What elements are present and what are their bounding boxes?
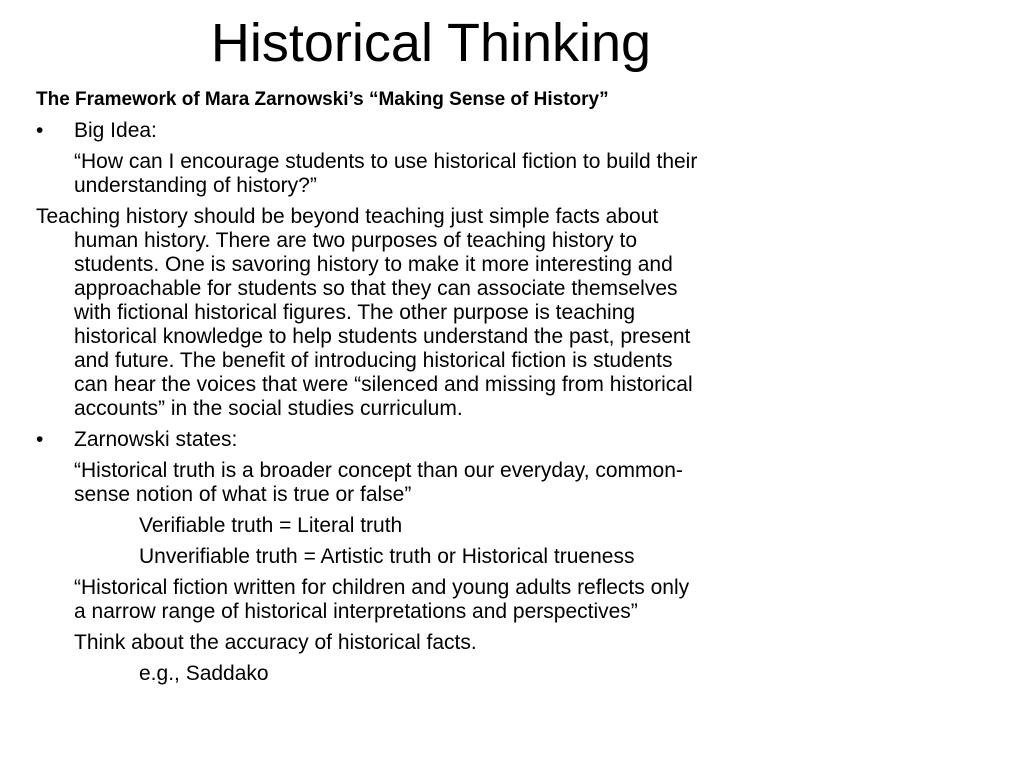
slide-subtitle: The Framework of Mara Zarnowski’s “Making Sense of History” — [36, 89, 609, 110]
quote-line: sense notion of what is true or false” — [74, 483, 412, 506]
bullet-icon: • — [36, 428, 44, 451]
big-idea-label: Big Idea: — [74, 119, 157, 142]
slide-title: Historical Thinking — [210, 13, 652, 73]
verifiable-truth: Verifiable truth = Literal truth — [139, 514, 403, 537]
paragraph-line: historical knowledge to help students understand the past, present — [74, 325, 691, 348]
big-idea-quote — [36, 150, 916, 198]
paragraph-line: Teaching history should be beyond teaching just simple facts about — [36, 205, 659, 228]
example-text: e.g., Saddako — [139, 662, 269, 685]
paragraph-line: students. One is savoring history to make it more interesting and — [74, 253, 673, 276]
paragraph-line: with fictional historical figures. The other purpose is teaching — [74, 301, 636, 324]
teaching-paragraph — [36, 205, 916, 421]
paragraph-line: accounts” in the social studies curriculum. — [74, 397, 463, 420]
bullet-big-idea — [36, 119, 916, 143]
bullet-icon: • — [36, 119, 44, 142]
quote-line: “Historical truth is a broader concept than our everyday, common- — [74, 459, 683, 482]
paragraph-line: approachable for students so that they can associate themselves — [74, 277, 678, 300]
paragraph-line: and future. The benefit of introducing historical fiction is students — [74, 349, 673, 372]
paragraph-line: human history. There are two purposes of teaching history to — [74, 229, 638, 252]
historical-truth-quote — [36, 459, 916, 507]
paragraph-line: can hear the voices that were “silenced and missing from historical — [74, 373, 693, 396]
accuracy-note: Think about the accuracy of historical facts. — [74, 631, 477, 654]
quote-line: understanding of history?” — [74, 174, 317, 197]
quote-line: “How can I encourage students to use historical fiction to build their — [74, 150, 698, 173]
slide-content — [36, 88, 916, 686]
bullet-zarnowski-states — [36, 428, 916, 452]
states-label: Zarnowski states: — [74, 428, 238, 451]
quote-line: a narrow range of historical interpretations and perspectives” — [74, 600, 638, 623]
unverifiable-truth: Unverifiable truth = Artistic truth or Historical trueness — [139, 545, 635, 568]
quote-line: “Historical fiction written for children and young adults reflects only — [74, 576, 690, 599]
historical-fiction-quote — [36, 576, 916, 624]
